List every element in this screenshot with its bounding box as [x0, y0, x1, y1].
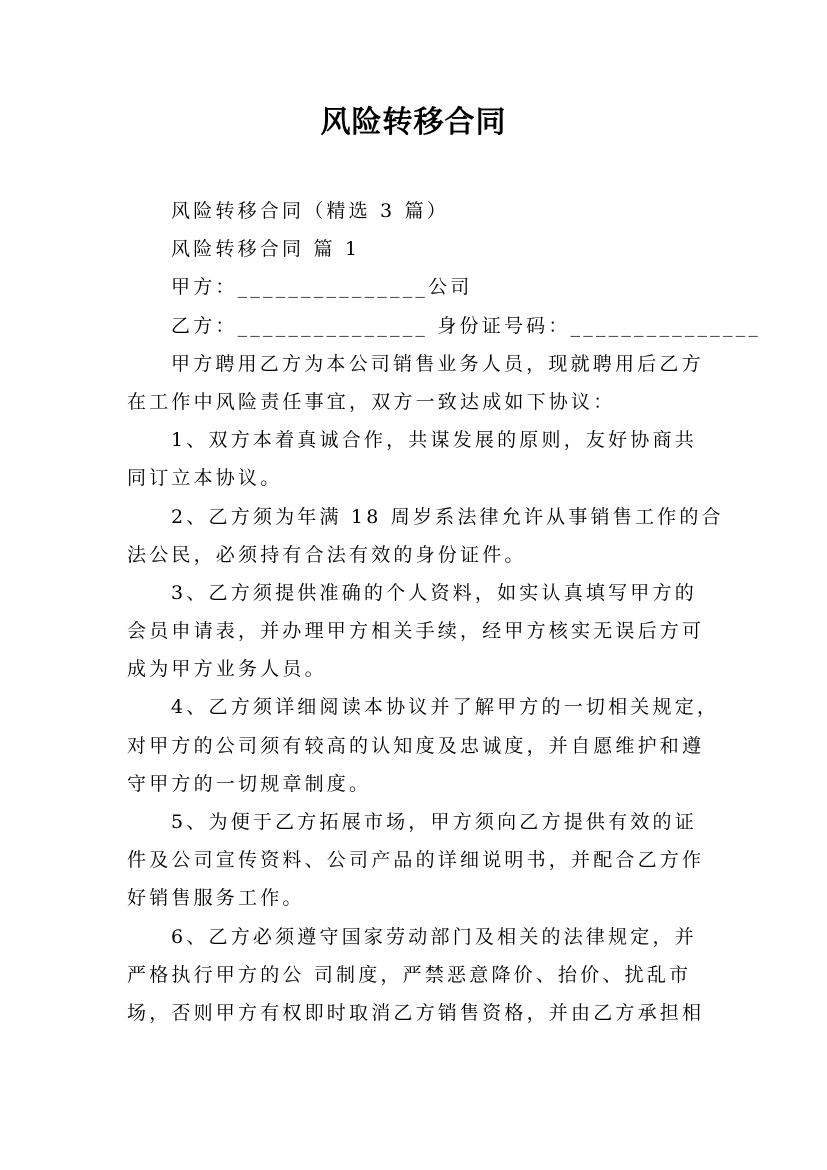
clause-4-line: 对甲方的公司须有较高的认知度及忠诚度，并自愿维护和遵 — [127, 734, 705, 757]
clause-3-line: 3、乙方须提供准确的个人资料，如实认真填写甲方的 — [171, 581, 697, 604]
clause-1-line: 同订立本协议。 — [127, 467, 283, 490]
clause-1-line: 1、双方本着真诚合作，共谋发展的原则，友好协商共 — [171, 429, 697, 452]
paragraph-line: 在工作中风险责任事宜，双方一致达成如下协议： — [127, 390, 616, 413]
clause-5-line: 件及公司宣传资料、公司产品的详细说明书，并配合乙方作 — [127, 849, 705, 872]
party-a-line: 甲方：_______________公司 — [171, 276, 473, 299]
clause-5-line: 好销售服务工作。 — [127, 887, 305, 910]
document-body — [127, 192, 762, 1032]
party-b-line: 乙方：_______________ 身份证号码：_______________ — [171, 314, 762, 337]
clause-4-line: 守甲方的一切规章制度。 — [127, 772, 372, 795]
section-heading: 风险转移合同 篇 1 — [171, 238, 361, 261]
clause-6-line: 严格执行甲方的公 司制度，严禁恶意降价、抬价、扰乱市 — [127, 963, 692, 986]
page-title: 风险转移合同 — [320, 105, 507, 140]
paragraph-line: 甲方聘用乙方为本公司销售业务人员，现就聘用后乙方 — [171, 352, 704, 375]
clause-4-line: 4、乙方须详细阅读本协议并了解甲方的一切相关规定， — [171, 696, 720, 719]
clause-2-line: 2、乙方须为年满 18 周岁系法律允许从事销售工作的合 — [171, 505, 724, 528]
clause-3-line: 成为甲方业务人员。 — [127, 658, 327, 681]
clause-6-line: 6、乙方必须遵守国家劳动部门及相关的法律规定，并 — [171, 925, 697, 948]
clause-2-line: 法公民，必须持有合法有效的身份证件。 — [127, 543, 527, 566]
clause-3-line: 会员申请表，并办理甲方相关手续，经甲方核实无误后方可 — [127, 620, 705, 643]
subtitle-line: 风险转移合同（精选 3 篇） — [171, 200, 449, 222]
clause-5-line: 5、为便于乙方拓展市场，甲方须向乙方提供有效的证 — [171, 811, 697, 833]
clause-6-line: 场，否则甲方有权即时取消乙方销售资格，并由乙方承担相 — [127, 1001, 705, 1024]
